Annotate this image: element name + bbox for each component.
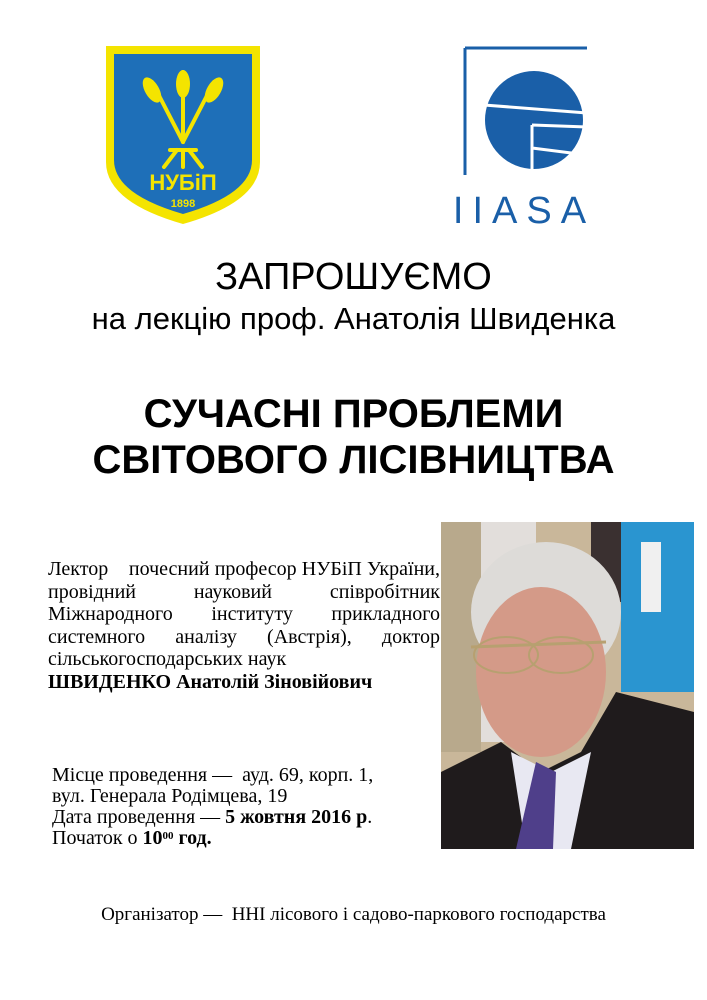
lecturer-photo — [441, 522, 694, 849]
venue-start-unit: год. — [178, 827, 212, 849]
lecturer-info — [48, 558, 440, 693]
venue-street: вул. Генерала Родімцева, 19 — [52, 785, 288, 807]
iiasa-logo — [452, 45, 596, 232]
venue-place-value: ауд. 69, корп. 1, — [242, 764, 374, 786]
nubip-logo-text: НУБіП — [149, 170, 217, 195]
venue-start-minutes: 00 — [162, 830, 174, 842]
venue-date-label: Дата проведення — — [52, 806, 221, 828]
lecture-title-line2: СВІТОВОГО ЛІСІВНИЦТВА — [92, 438, 615, 482]
venue-start — [52, 828, 442, 849]
venue-date: Дата проведення — 5 жовтня 2016 р. — [52, 806, 373, 828]
lecturer-description: Лектор почесний професор НУБіП України, провідний науковий співробітник Міжнародного інституту прикладного системного аналізу (Австрія), доктор сільськогосподарських наук — [48, 558, 440, 670]
invite-subheading: на лекцію проф. Анатолія Швиденка — [91, 301, 616, 336]
venue-date-value: 5 жовтня 2016 р — [225, 806, 368, 828]
nubip-logo — [102, 42, 264, 227]
venue-start-hour: 10 — [142, 827, 163, 849]
organizer-line: Організатор — ННІ лісового і садово-паркового господарства — [101, 904, 606, 925]
lecture-title-line1: СУЧАСНІ ПРОБЛЕМИ — [143, 392, 564, 436]
venue-start-label: Початок о — [52, 827, 138, 849]
venue-place-label: Місце проведення — — [52, 764, 233, 786]
invite-heading: ЗАПРОШУЄМО — [215, 256, 492, 298]
venue-info — [52, 765, 442, 849]
nubip-logo-year: 1898 — [170, 198, 196, 210]
venue-place — [52, 765, 442, 786]
lecturer-name: ШВИДЕНКО Анатолій Зіновійович — [48, 670, 373, 693]
iiasa-logo-text: IIASA — [452, 190, 596, 232]
